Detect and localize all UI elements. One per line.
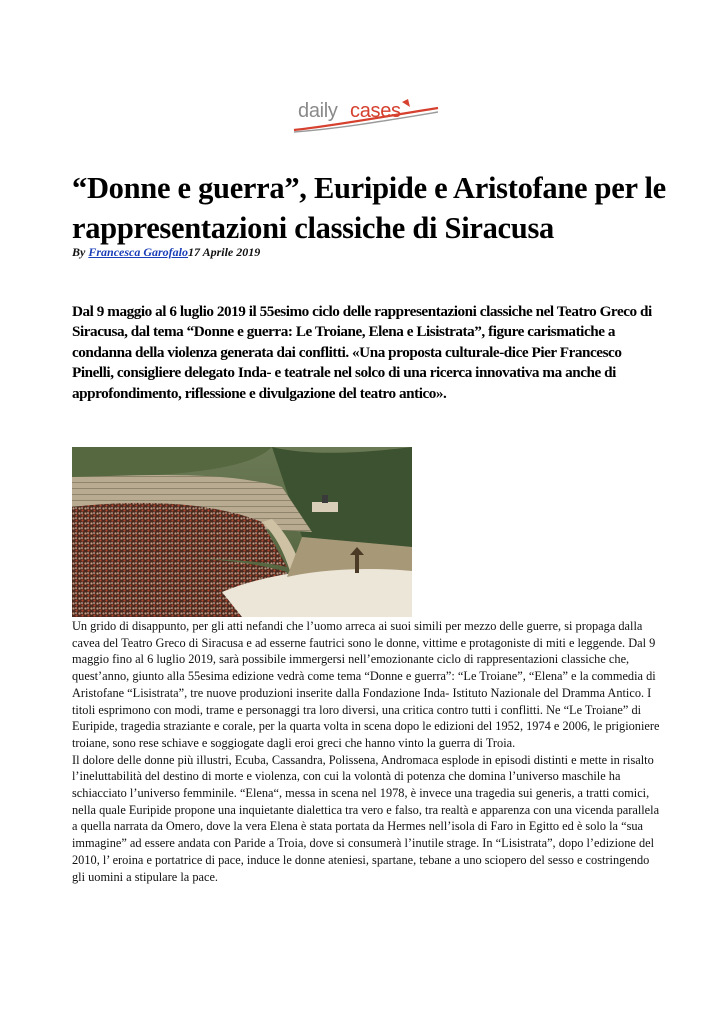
article-body xyxy=(72,618,662,885)
body-paragraph-2: Il dolore delle donne più illustri, Ecuba, Cassandra, Polissena, Andromaca esplode in episodi distinti e mette in risalto l’ineluttabilità del destino di morte e violenza, con cui la volontà di potenza che domina l’universo maschile ha schiacciato l’universo femminile. “Elena“, messa in scena nel 1978, è invece una tragedia sui generis, a tratti comici, nella quale Euripide propone una inquietante dialettica tra vero e falso, tra realtà e apparenza con una vicenda parallela a quella narrata da Omero, dove la vera Elena è stata portata da Hermes nell’isola di Faro in Egitto ed è solo la “sua immagine” ad essere andata con Paride a Troia, dove si consumerà l’inutile strage. In “Lisistrata”, dopo l’edizione del 2010, l’ eroina e portatrice di pace, induce le donne ateniesi, spartane, tebane a uno sciopero del sesso e costringendo gli uomini a stipulare la pace. xyxy=(72,752,660,884)
author-link[interactable]: Francesca Garofalo xyxy=(88,245,189,259)
logo-text-daily: daily xyxy=(298,100,338,122)
theatre-photo xyxy=(72,447,412,617)
article-lead: Dal 9 maggio al 6 luglio 2019 il 55esimo ciclo delle rappresentazioni classiche nel Teatro Greco di Siracusa, dal tema “Donne e guerra: Le Troiane, Elena e Lisistrata”, figure carismatiche a condanna della violenza generata dai conflitti. «Una proposta culturale-dice Pier Francesco Pinelli, consigliere delegato Inda- e teatrale nel solco di una ricerca innovativa ma anche di approfondimento, riflessione e divulgazione del teatro antico». xyxy=(72,303,652,402)
byline-prefix: By xyxy=(72,245,89,259)
article-title: “Donne e guerra”, Euripide e Aristofane per le rappresentazioni classiche di Siracusa xyxy=(72,171,666,245)
body-paragraph-1: Un grido di disappunto, per gli atti nefandi che l’uomo arreca ai suoi simili per mezzo delle guerre, si propaga dalla cavea del Teatro Greco di Siracusa e ad esserne fautrici sono le donne, vittime e protagoniste di miti e leggende. Dal 9 maggio fino al 6 luglio 2019, sarà possibile immergersi nell’emozionante ciclo di rappresentazioni classiche che, quest’anno, giunto alla 55esima edizione vedrà come tema “Donne e guerra”: “Le Troiane”, “Elena” e la commedia di Aristofane “Lisistrata”, tre nuove produzioni inserite dalla Fondazione Inda- Istituto Nazionale del Dramma Antico. I titoli esprimono con modi, trame e personaggi tra loro diversi, una critica contro tutti i conflitti. Ne “Le Troiane” di Euripide, tragedia straziante e corale, per la quarta volta in scena dopo le edizioni del 1952, 1974 e 2006, le prigioniere troiane, sono rese schiave e soggiogate dagli eroi greci che hanno vinto la guerra di Troia. xyxy=(72,619,660,750)
logo-text-cases: cases xyxy=(350,100,401,122)
article-byline xyxy=(72,245,260,260)
article-date: 17 Aprile 2019 xyxy=(188,245,261,259)
dailycases-logo[interactable] xyxy=(292,96,442,142)
